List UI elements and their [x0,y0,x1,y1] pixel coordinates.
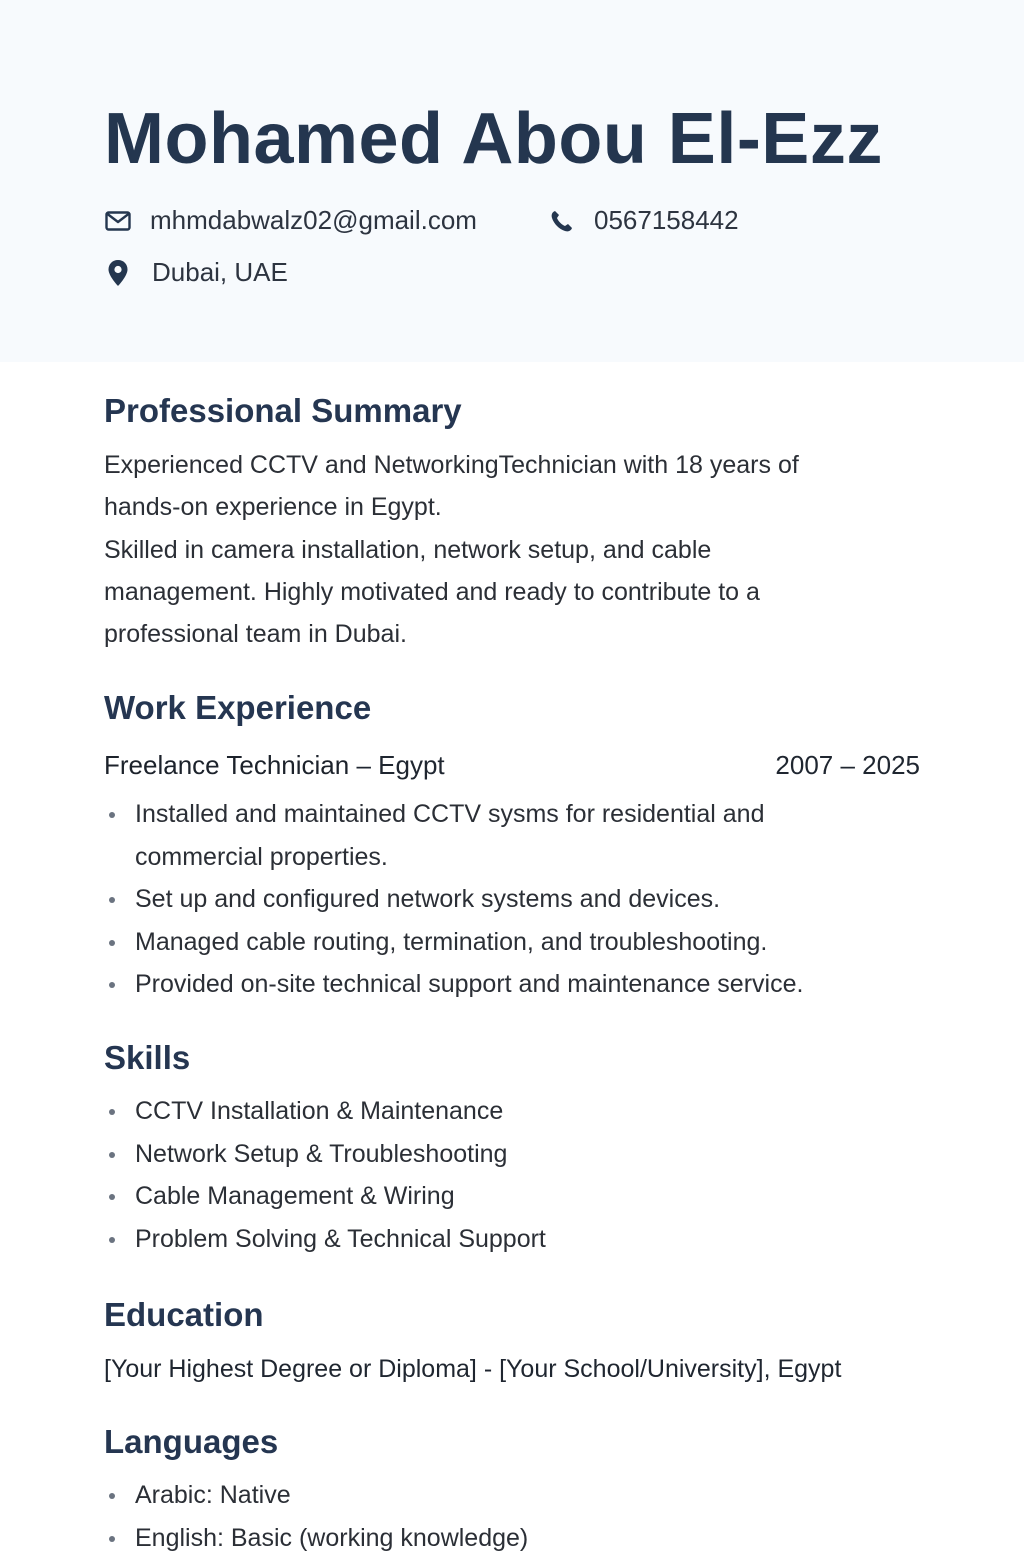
summary-line: Skilled in camera installation, network setup, and cable [104,529,904,571]
job-separator: – [349,750,378,780]
skill-item: Problem Solving & Technical Support [135,1218,924,1261]
job-location: Egypt [378,750,445,780]
phone-text[interactable]: 0567158442 [594,205,739,236]
skill-item: Network Setup & Troubleshooting [135,1133,924,1176]
summary-line: management. Highly motivated and ready to contribute to a [104,571,904,613]
summary-heading: Professional Summary [104,391,462,431]
languages-list [104,1474,924,1559]
contact-location [104,257,288,288]
education-entry: [Your Highest Degree or Diploma] - [Your School/University], Egypt [104,1350,841,1388]
summary-line: professional team in Dubai. [104,613,904,655]
contact-phone[interactable] [548,205,739,236]
skills-heading: Skills [104,1038,190,1078]
list-item [104,1175,924,1218]
list-item [104,793,924,878]
languages-heading: Languages [104,1422,278,1462]
list-item [104,1517,924,1559]
candidate-name: Mohamed Abou El-Ezz [104,96,883,182]
education-heading: Education [104,1295,264,1335]
summary-text [104,444,904,655]
language-item: Arabic: Native [135,1474,924,1517]
job-title: Freelance Technician [104,750,349,780]
list-item [104,1474,924,1517]
summary-line: Experienced CCTV and NetworkingTechnician with 18 years of [104,444,904,486]
phone-icon [548,207,576,235]
list-item [104,878,924,921]
list-item [104,1218,924,1261]
bullet-line: commercial properties. [135,836,924,879]
contact-email[interactable] [104,205,477,236]
email-text[interactable]: mhmdabwalz02@gmail.com [150,205,477,236]
bullet-line: Provided on-site technical support and maintenance service. [135,963,924,1006]
list-item [104,1090,924,1133]
list-item [104,963,924,1006]
bullet-line: Managed cable routing, termination, and troubleshooting. [135,921,924,964]
experience-bullets [104,793,924,1006]
skill-item: CCTV Installation & Maintenance [135,1090,924,1133]
language-item: English: Basic (working knowledge) [135,1517,924,1559]
work-experience-heading: Work Experience [104,688,371,728]
skill-item: Cable Management & Wiring [135,1175,924,1218]
location-pin-icon [104,259,132,287]
skills-list [104,1090,924,1260]
bullet-line: Installed and maintained CCTV sysms for residential and [135,793,924,836]
list-item [104,921,924,964]
bullet-line: Set up and configured network systems and devices. [135,878,924,921]
summary-line: hands-on experience in Egypt. [104,486,904,528]
list-item [104,1133,924,1176]
job-dates: 2007 – 2025 [775,746,920,784]
job-header [104,746,920,784]
mail-icon [104,207,132,235]
location-text: Dubai, UAE [152,257,288,288]
